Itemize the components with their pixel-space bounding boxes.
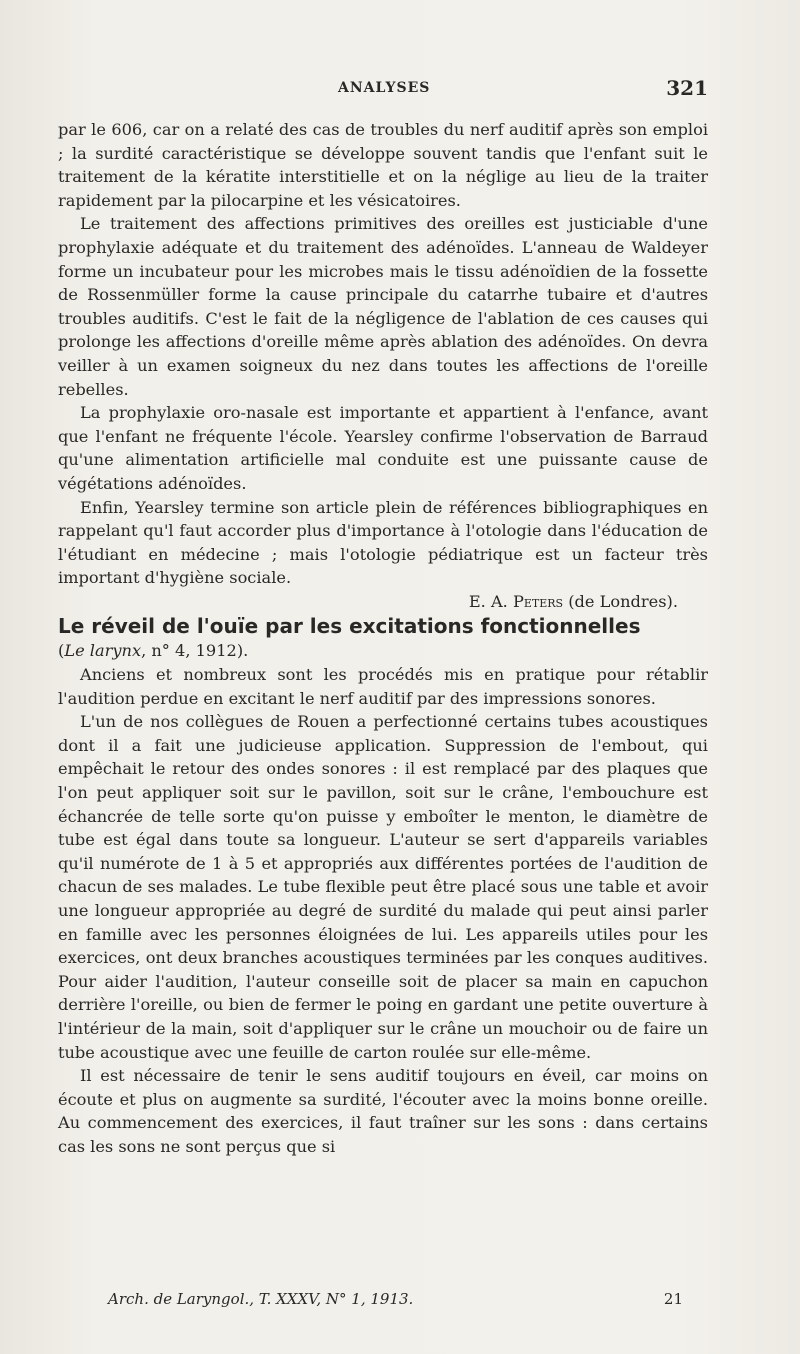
signature-mark: 21 (663, 1290, 683, 1308)
section-citation: (Le larynx, n° 4, 1912). (58, 641, 249, 661)
journal-reference: Arch. de Laryngol., T. XXXV, N° 1, 1913. (108, 1290, 414, 1308)
paragraph: Enfin, Yearsley termine son article plein de références bibliographiques en rappelant qu'l faut accorder plus d'importance à l'otologie dans l'éducation de l'étudiant en médecine ; mais l'otologie pédiatrique est un facteur très important d'hygiène sociale. (58, 497, 708, 588)
page-number: 321 (666, 76, 708, 100)
author-initials: E. A. (468, 591, 508, 611)
section-title: Le réveil de l'ouïe par les excitations fonctionnelles (58, 614, 641, 639)
paragraph: La prophylaxie oro-nasale est importante et appartient à l'enfance, avant que l'enfant ne fréquente l'école. Yearsley confirme l'observation de Barraud qu'une alimentation artificielle mal conduite est une puissante cause de végétations adénoïdes. (58, 403, 708, 493)
paragraph: L'un de nos collègues de Rouen a perfectionné certains tubes acoustiques dont il a fait une judicieuse application. Suppression de l'embout, qui empêchait le retour des ondes sonores : il est remplacé par des plaques que l'on peut appliquer soit sur le pavillon, soit sur le crâne, l'embouchure est échancrée de telle sorte qu'on puisse y emboîter le menton, le diamètre de tube est égal dans toute sa longueur. L'auteur se sert d'appareils variables qu'il numérote de 1 à 5 et appropriés aux différentes portées de l'audition de chacun de ses malades. Le tube flexible peut être placé sous une table et avoir une longueur appropriée au degré de surdité du malade qui peut ainsi parler en famille avec les personnes éloignées de lui. Les appareils utiles pour les exercices, ont deux branches acoustiques terminées par les conques auditives. Pour aider l'audition, l'auteur conseille soit de placer sa main en capuchon derrière l'oreille, ou bien de fermer le poing en gardant une petite ouverture à l'intérieur de la main, soit d'appliquer sur le crâne un mouchoir ou de faire un tube acoustique avec une feuille de carton roulée sur elle-même. (58, 712, 708, 1062)
paragraph-continuation: par le 606, car on a relaté des cas de troubles du nerf auditif après son emploi ; la surdité caractéristique se développe souvent tandis que l'enfant suit le traitement de la kératite interstitielle et on la néglige au lieu de la traiter rapidement par la pilocarpine et les vésicatoires. (58, 120, 708, 210)
paragraph: Le traitement des affections primitives des oreilles est justiciable d'une prophylaxie adéquate et du traitement des adénoïdes. L'anneau de Waldeyer forme un incubateur pour les microbes mais le tissu adénoïdien de la fossette de Rossenmüller forme la cause principale du catarrhe tubaire et d'autres troubles auditifs. C'est le fait de la négligence de l'ablation de ces causes qui prolonge les affections d'oreille même après ablation des adénoïdes. On devra veiller à un examen soigneux du nez dans toutes les affections de l'oreille rebelles. (58, 214, 708, 399)
page-header (58, 76, 708, 104)
article-body (58, 118, 708, 1159)
citation-journal: Le larynx (64, 641, 142, 661)
running-title: ANALYSES (338, 80, 431, 96)
paragraph: Anciens et nombreux sont les procédés mis en pratique pour rétablir l'audition perdue en excitant le nerf auditif par des impressions sonores. (58, 665, 708, 708)
paragraph: Il est nécessaire de tenir le sens auditif toujours en éveil, car moins on écoute et plus on augmente sa surdité, l'écouter avec la moins bonne oreille. Au commencement des exercices, il faut traîner sur les sons : dans certains cas les sons ne sont perçus que si (58, 1066, 708, 1156)
author-place: (de Londres). (568, 591, 678, 611)
author-name: Peters (512, 591, 564, 611)
citation-details: , n° 4, 1912). (141, 641, 249, 661)
author-signature (58, 590, 708, 614)
